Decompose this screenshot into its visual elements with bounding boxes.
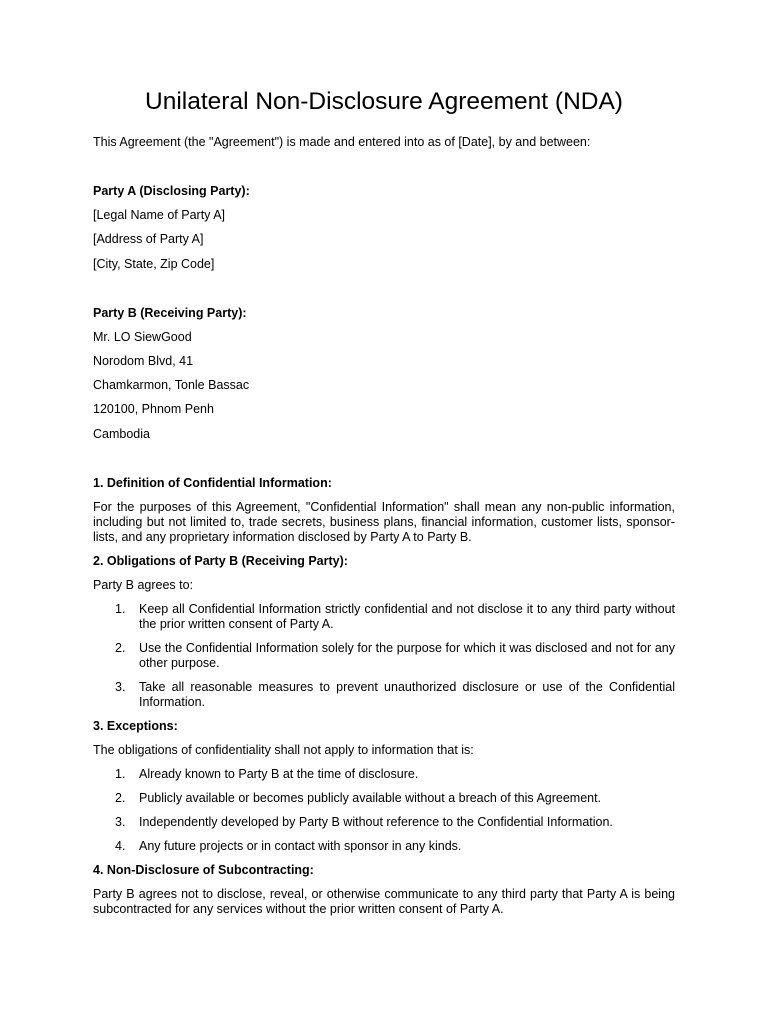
list-item <box>93 602 675 632</box>
party-b-district: Chamkarmon, Tonle Bassac <box>93 378 250 393</box>
list-number: 3. <box>115 679 126 694</box>
list-number: 1. <box>115 601 126 616</box>
party-a-name: [Legal Name of Party A] <box>93 208 226 222</box>
party-a-address: [Address of Party A] <box>93 232 204 247</box>
intro-paragraph: This Agreement (the "Agreement") is made and entered into as of [Date], by and between: <box>93 135 591 149</box>
party-b-country: Cambodia <box>93 426 150 441</box>
document-body <box>93 135 675 926</box>
list-item-text: Keep all Confidential Information strictly confidential and not disclose it to any third party without the prior written consent of Party A. <box>139 601 675 631</box>
section-3-list <box>93 767 675 854</box>
document-title: Unilateral Non-Disclosure Agreement (NDA) <box>145 88 623 115</box>
party-a-city: [City, State, Zip Code] <box>93 256 215 271</box>
list-item-text: Publicly available or becomes publicly available without a breach of this Agreement. <box>139 790 602 805</box>
section-1-heading: 1. Definition of Confidential Information: <box>93 475 332 490</box>
list-item <box>93 815 675 830</box>
section-4-heading: 4. Non-Disclosure of Subcontracting: <box>93 862 314 877</box>
list-number: 2. <box>115 640 126 655</box>
list-number: 1. <box>115 766 126 781</box>
section-4-text: Party B agrees not to disclose, reveal, or otherwise communicate to any third party that Party A is being subcontracted for any services without the prior written consent of Party A. <box>93 886 675 916</box>
list-item-text: Take all reasonable measures to prevent unauthorized disclosure or use of the Confidential Information. <box>139 679 675 709</box>
section-2-intro: Party B agrees to: <box>93 577 194 592</box>
section-1-text: For the purposes of this Agreement, "Confidential Information" shall mean any non-public information, including but not limited to, trade secrets, business plans, financial information, customer lists, sponsor-lists, and any proprietary information disclosed by Party A to Party B. <box>93 499 675 544</box>
section-3-intro: The obligations of confidentiality shall not apply to information that is: <box>93 742 474 757</box>
list-number: 4. <box>115 838 126 853</box>
party-a-heading: Party A (Disclosing Party): <box>93 184 250 198</box>
list-item-text: Independently developed by Party B without reference to the Confidential Information. <box>139 814 613 829</box>
list-item-text: Already known to Party B at the time of disclosure. <box>139 766 419 781</box>
list-number: 3. <box>115 814 126 829</box>
list-item-text: Use the Confidential Information solely for the purpose for which it was disclosed and not for any other purpose. <box>139 640 675 670</box>
list-item-text: Any future projects or in contact with sponsor in any kinds. <box>139 838 462 853</box>
section-3-heading: 3. Exceptions: <box>93 718 178 733</box>
section-2-heading: 2. Obligations of Party B (Receiving Party): <box>93 553 348 568</box>
party-b-name: Mr. LO SiewGood <box>93 329 192 344</box>
list-item <box>93 839 675 854</box>
party-b-heading: Party B (Receiving Party): <box>93 305 247 320</box>
section-2-list <box>93 602 675 710</box>
list-number: 2. <box>115 790 126 805</box>
list-item <box>93 767 675 782</box>
party-b-city: 120100, Phnom Penh <box>93 402 214 417</box>
party-b-street: Norodom Blvd, 41 <box>93 353 194 368</box>
list-item <box>93 641 675 671</box>
list-item <box>93 791 675 806</box>
list-item <box>93 680 675 710</box>
